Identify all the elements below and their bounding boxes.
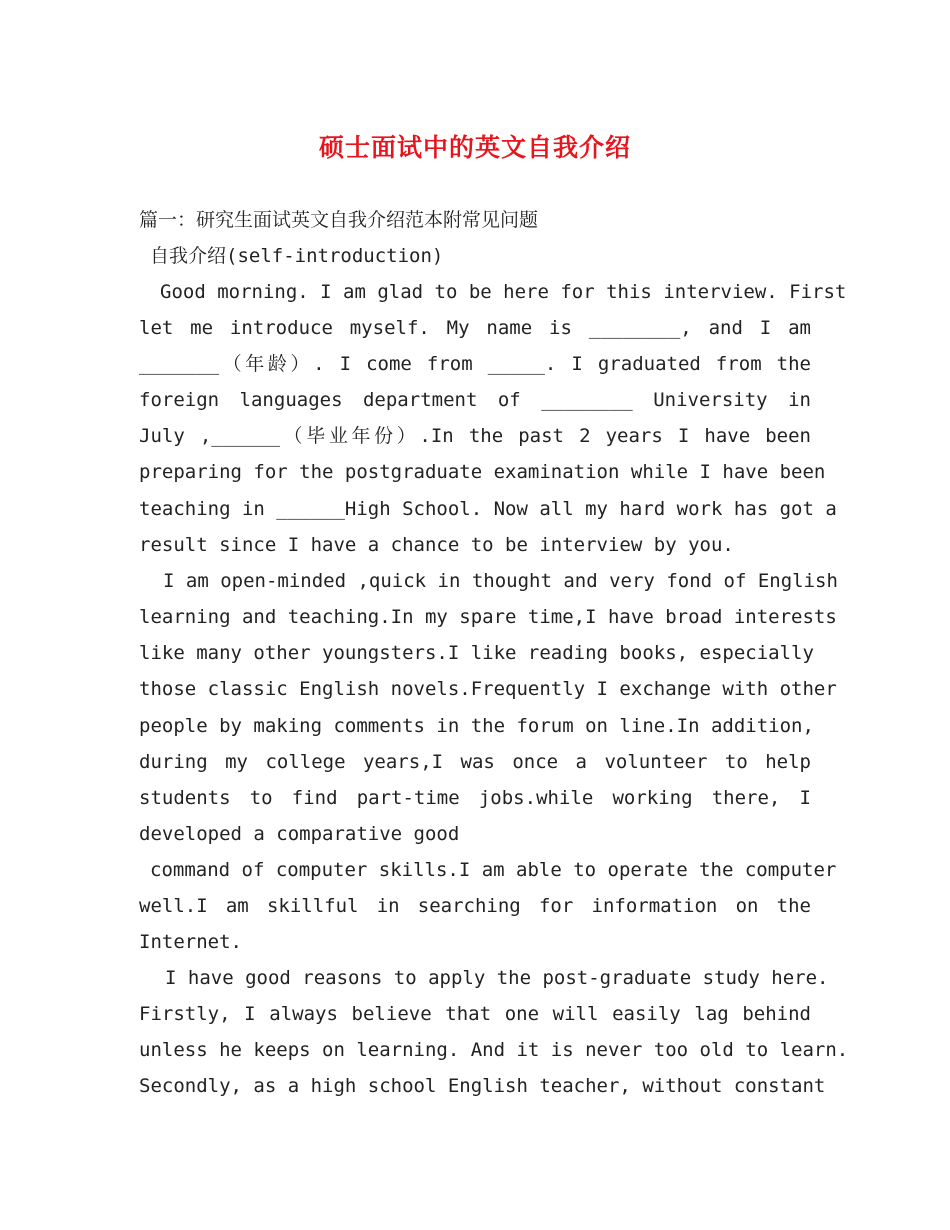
section-heading: 篇一：研究生面试英文自我介绍范本附常见问题	[139, 209, 539, 231]
body-line: like many other youngsters.I like reading books, especially	[139, 642, 814, 664]
body-line: learning and teaching.In my spare time,I have broad interests	[139, 606, 837, 628]
body-line: unless he keeps on learning. And it is never too old to learn.	[139, 1039, 849, 1061]
body-line: teaching in ______High School. Now all my hard work has got a	[139, 498, 837, 520]
body-line: Firstly, I always believe that one will easily lag behind	[139, 1003, 811, 1025]
body-line: Internet.	[139, 931, 242, 953]
body-line: command of computer skills.I am able to operate the computer	[150, 859, 837, 881]
body-line: those classic English novels.Frequently I exchange with other	[139, 678, 837, 700]
body-line: students to find part-time jobs.while working there, I	[139, 787, 811, 809]
body-line: well.I am skillful in searching for information on the	[139, 895, 811, 917]
body-line: during my college years,I was once a volunteer to help	[139, 751, 811, 773]
body-line: I have good reasons to apply the post-graduate study here.	[165, 967, 829, 989]
body-line: preparing for the postgraduate examination while I have been	[139, 461, 826, 483]
body-line: result since I have a chance to be interview by you.	[139, 534, 734, 556]
body-line: I am open-minded ,quick in thought and very fond of English	[163, 570, 838, 592]
section-subheading: 自我介绍(self-introduction)	[150, 245, 444, 267]
body-line: _______（年龄）. I come from _____. I graduated from the	[139, 353, 811, 375]
body-line: developed a comparative good	[139, 823, 460, 845]
body-line: foreign languages department of ________ University in	[139, 389, 811, 411]
body-line: Secondly, as a high school English teacher, without constant	[139, 1075, 826, 1097]
body-line: people by making comments in the forum on line.In addition,	[139, 715, 814, 737]
body-line: let me introduce myself. My name is ________, and I am	[139, 317, 811, 339]
body-line: Good morning. I am glad to be here for this interview. First	[160, 281, 847, 303]
body-line: July ,______（毕业年份）.In the past 2 years I have been	[139, 425, 811, 447]
document-title: 硕士面试中的英文自我介绍	[318, 133, 631, 162]
